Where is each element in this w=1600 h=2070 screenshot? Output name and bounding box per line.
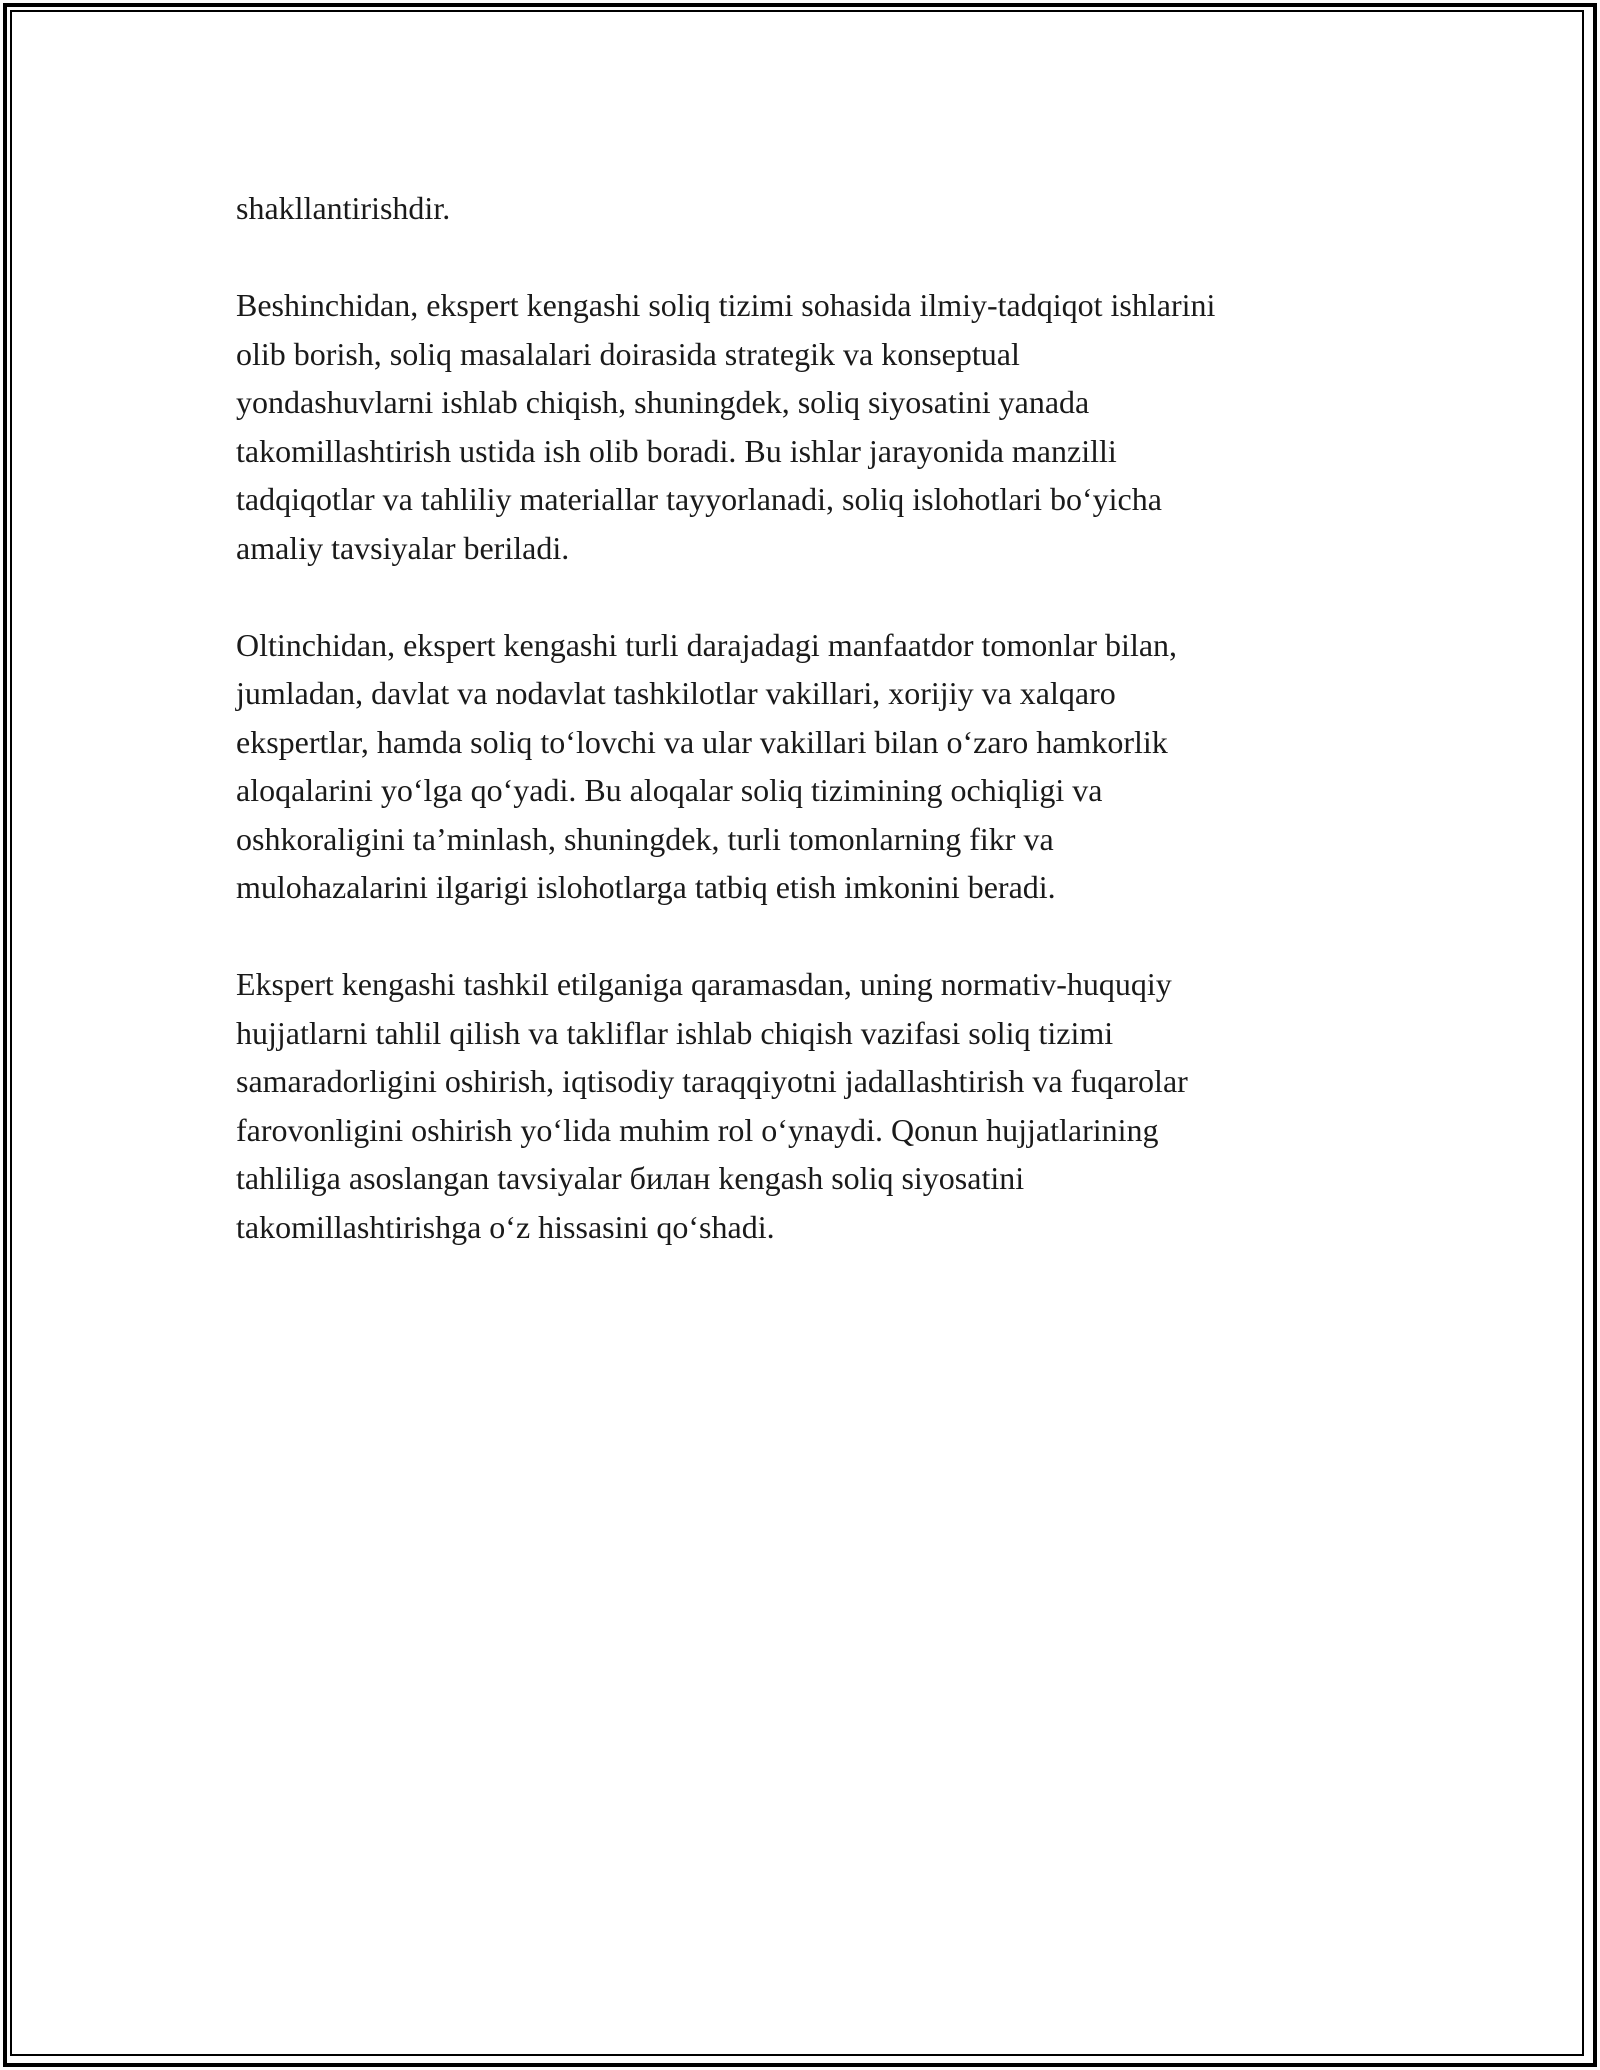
document-body [236, 184, 1396, 1300]
paragraph-continuation: shakllantirishdir. [236, 190, 451, 226]
paragraph-fifth-point: Beshinchidan, ekspert kengashi soliq tizimi sohasida ilmiy-tadqiqot ishlarini olib borish, soliq masalalari doirasida strategik va konseptual yondashuvlarni ishlab chiqish, shuningdek, soliq siyosatini yanada takomillashtirish ustida ish olib boradi. Bu ishlar jarayonida manzilli tadqiqotlar va tahliliy materiallar tayyorlanadi, soliq islohotlari bo‘yicha amaliy tavsiyalar beriladi. [236, 287, 1216, 566]
paragraph-conclusion: Ekspert kengashi tashkil etilganiga qaramasdan, uning normativ-huquqiy hujjatlarni tahlil qilish va takliflar ishlab chiqish vazifasi soliq tizimi samaradorligini oshirish, iqtisodiy taraqqiyotni jadallashtirish va fuqarolar farovonligini oshirish yo‘lida muhim rol o‘ynaydi. Qonun hujjatlarining tahliliga asoslangan tavsiyalar билан kengash soliq siyosatini takomillashtirishga o‘z hissasini qo‘shadi. [236, 966, 1188, 1245]
paragraph-sixth-point: Oltinchidan, ekspert kengashi turli darajadagi manfaatdor tomonlar bilan, jumladan, davlat va nodavlat tashkilotlar vakillari, xorijiy va xalqaro ekspertlar, hamda soliq to‘lovchi va ular vakillari bilan o‘zaro hamkorlik aloqalarini yo‘lga qo‘yadi. Bu aloqalar soliq tizimining ochiqligi va oshkoraligini ta’minlash, shuningdek, turli tomonlarning fikr va mulohazalarini ilgarigi islohotlarga tatbiq etish imkonini beradi. [236, 626, 1178, 905]
